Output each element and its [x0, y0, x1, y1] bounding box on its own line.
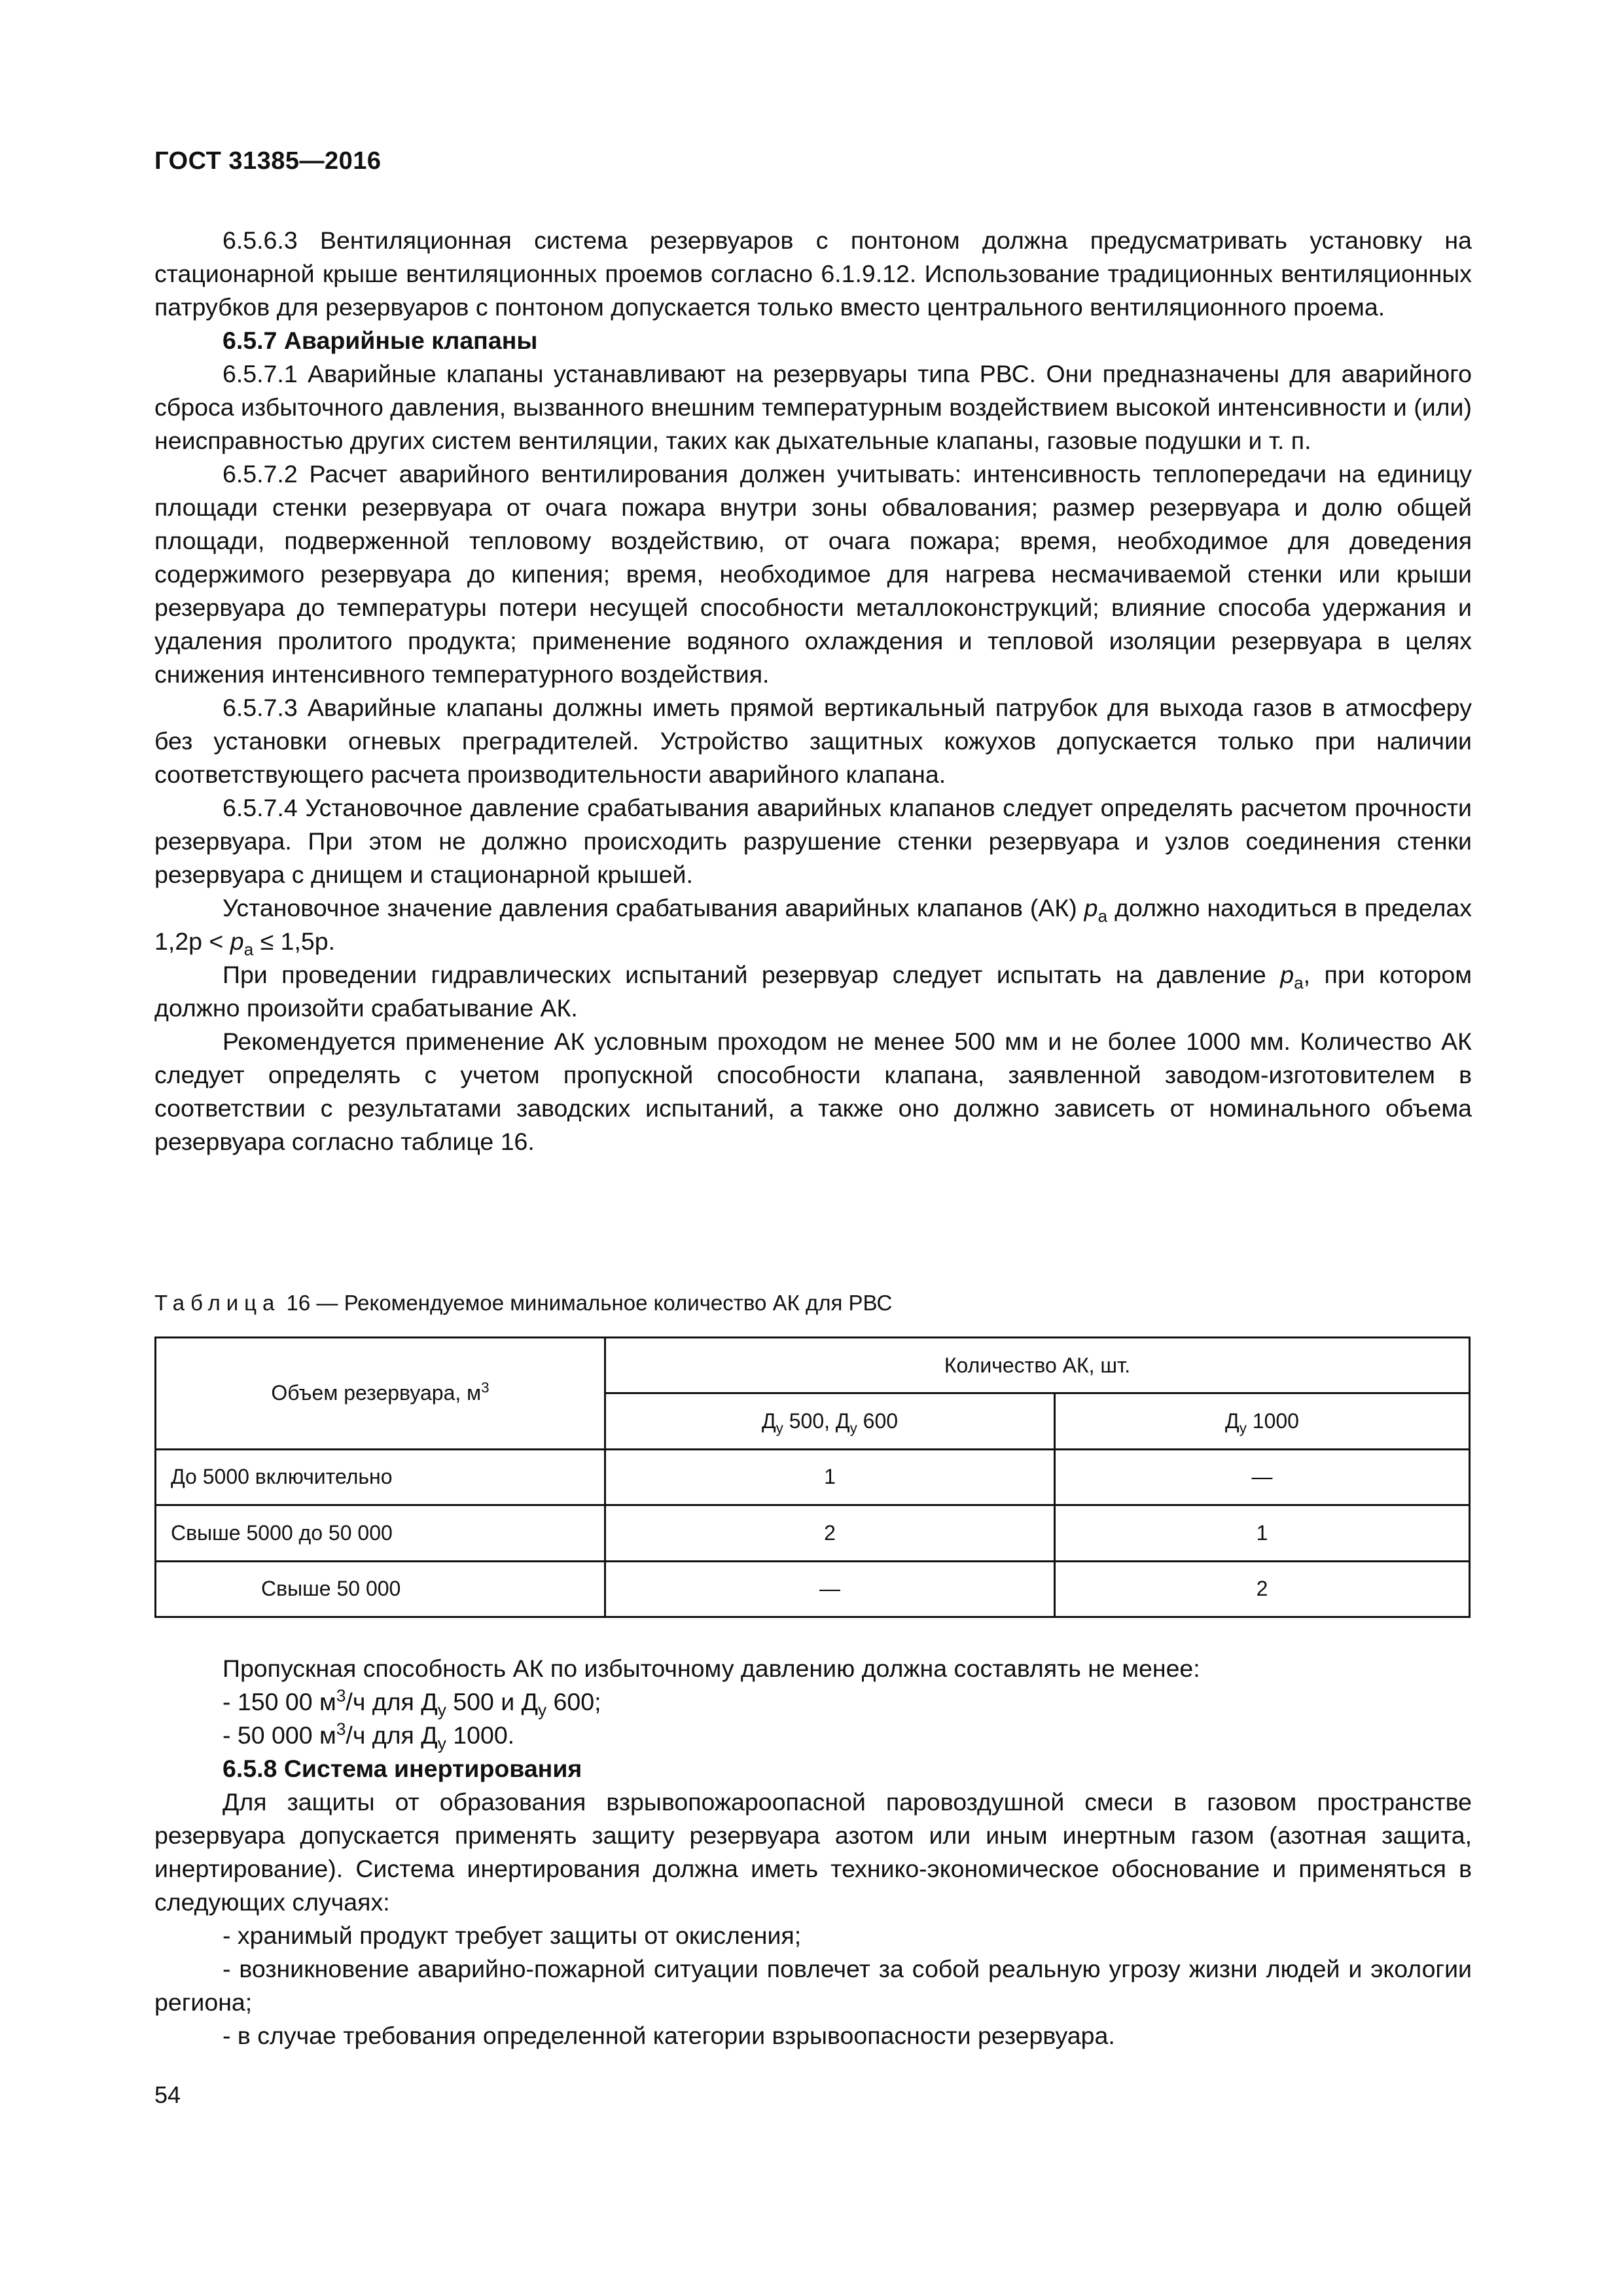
- table-caption: Таблица 16 — Рекомендуемое минимальное количество АК для РВС: [154, 1291, 893, 1315]
- tail-text: [154, 1652, 1472, 2053]
- paragraph-inerting: Для защиты от образования взрывопожароопасной паровоздушной смеси в газовом пространстве резервуара допускается применять защиту резервуара азотом или иным инертным газом (азотная защита, инертирование). Система инертирования должна иметь технико-экономическое обоснование и применяться в следующих случаях:: [154, 1788, 1472, 1916]
- cell-count-b: 1: [1055, 1505, 1470, 1561]
- list-item: - 50 000 $м^3/ч$ для $Д_у$ 1000.: [223, 1719, 515, 1753]
- table-row: [156, 1449, 1470, 1505]
- page-number: 54: [154, 2081, 181, 2108]
- cell-count-b: —: [1055, 1449, 1470, 1505]
- paragraph-capacity: Пропускная способность АК по избыточному давлению должна составлять не менее:: [223, 1655, 1200, 1682]
- table-16: [154, 1336, 1471, 1618]
- list-item: - хранимый продукт требует защиты от окисления;: [223, 1922, 802, 1949]
- paragraph-recommendation: Рекомендуется применение АК условным проходом не менее 500 мм и не более 1000 мм. Количество АК следует определять с учетом пропускной способности клапана, заявленной заводом-изготовителем в соответствии с результатами заводских испытаний, а также оно должно зависеть от номинального объема резервуара согласно таблице 16.: [154, 1028, 1472, 1155]
- cell-count-a: 1: [605, 1449, 1055, 1505]
- body-text: [154, 224, 1472, 1158]
- header-du-500-600: $Д_у$ 500, $Д_у$ 600: [605, 1393, 1055, 1449]
- paragraph-setpoint: Установочное значение давления срабатывания аварийных клапанов (АК) $p_a$ должно находиться в пределах $1,2p < p_a \le 1,5p$.: [154, 894, 1472, 960]
- header-du-1000: $Д_у$ 1000: [1055, 1393, 1470, 1449]
- paragraph-6-5-7-1: 6.5.7.1 Аварийные клапаны устанавливают на резервуары типа РВС. Они предназначены для аварийного сброса избыточного давления, вызванного внешним температурным воздействием высокой интенсивности и (или) неисправностью других систем вентиляции, таких как дыхательные клапаны, газовые подушки и т. п.: [154, 360, 1472, 454]
- header-volume: Объем резервуара, $м^3$: [156, 1338, 605, 1450]
- section-heading-6-5-7: 6.5.7 Аварийные клапаны: [223, 327, 538, 354]
- table-row: [156, 1561, 1470, 1617]
- cell-volume: До 5000 включительно: [156, 1449, 605, 1505]
- paragraph-hydraulic-test: При проведении гидравлических испытаний резервуар следует испытать на давление $p_a$, при котором должно произойти срабатывание АК.: [154, 961, 1472, 1022]
- paragraph-6-5-7-2: 6.5.7.2 Расчет аварийного вентилирования должен учитывать: интенсивность теплопередачи на единицу площади стенки резервуара от очага пожара внутри зоны обвалования; размер резервуара и долю общей площади, подверженной тепловому воздействию, от очага пожара; время, необходимое для доведения содержимого резервуара до кипения; время, необходимое для нагрева несмачиваемой стенки или крыши резервуара до температуры потери несущей способности металлоконструкций; влияние способа удержания и удаления пролитого продукта; применение водяного охлаждения и тепловой изоляции резервуара в целях снижения интенсивного температурного воздействия.: [154, 460, 1472, 688]
- header-count: Количество АК, шт.: [605, 1338, 1470, 1393]
- list-item: - возникновение аварийно-пожарной ситуации повлечет за собой реальную угрозу жизни людей и экологии региона;: [154, 1955, 1472, 2016]
- cell-volume: Свыше 5000 до 50 000: [156, 1505, 605, 1561]
- paragraph-6-5-6-3: 6.5.6.3 Вентиляционная система резервуаров с понтоном должна предусматривать установку на стационарной крыше вентиляционных проемов согласно 6.1.9.12. Использование традиционных вентиляционных патрубков для резервуаров с понтоном допускается только вместо центрального вентиляционного проема.: [154, 226, 1472, 321]
- paragraph-6-5-7-4: 6.5.7.4 Установочное давление срабатывания аварийных клапанов следует определять расчетом прочности резервуара. При этом не должно происходить разрушение стенки резервуара и узлов соединения стенки резервуара с днищем и стационарной крышей.: [154, 794, 1472, 888]
- list-item: - в случае требования определенной категории взрывоопасности резервуара.: [223, 2022, 1115, 2049]
- cell-count-a: —: [605, 1561, 1055, 1617]
- table-row: [156, 1505, 1470, 1561]
- cell-count-a: 2: [605, 1505, 1055, 1561]
- list-item: - 150 00 $м^3/ч$ для $Д_у$ 500 и $Д_у$ 600;: [223, 1685, 601, 1720]
- section-heading-6-5-8: 6.5.8 Система инертирования: [223, 1755, 582, 1782]
- paragraph-6-5-7-3: 6.5.7.3 Аварийные клапаны должны иметь прямой вертикальный патрубок для выхода газов в атмосферу без установки огневых преградителей. Устройство защитных кожухов допускается только при наличии соответствующего расчета производительности аварийного клапана.: [154, 694, 1472, 788]
- cell-volume: Свыше 50 000: [156, 1561, 605, 1617]
- cell-count-b: 2: [1055, 1561, 1470, 1617]
- standard-header: ГОСТ 31385—2016: [154, 147, 382, 175]
